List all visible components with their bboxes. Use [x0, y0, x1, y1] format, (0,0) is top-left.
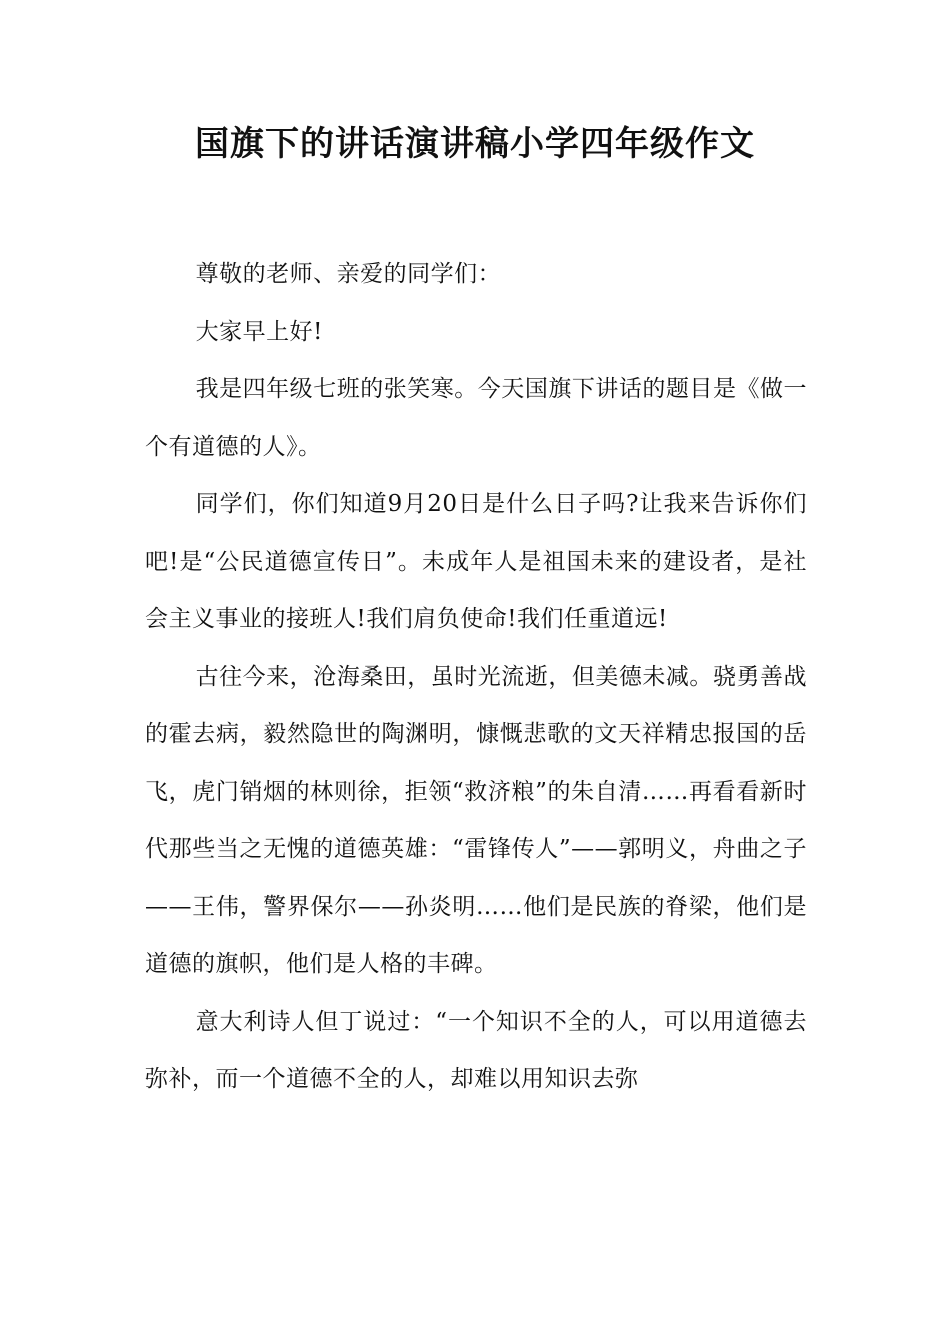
document-title: 国旗下的讲话演讲稿小学四年级作文 [195, 124, 755, 164]
paragraph-moral-day: 同学们，你们知道9月20日是什么日子吗?让我来告诉你们吧!是“公民道德宣传日”。未成年人是祖国未来的建设者，是社会主义事业的接班人!我们肩负使命!我们任重道远! [145, 491, 807, 632]
paragraph-moral-heroes: 古往今来，沧海桑田，虽时光流逝，但美德未减。骁勇善战的霍去病，毅然隐世的陶渊明，慷慨悲歌的文天祥精忠报国的岳飞，虎门销烟的林则徐，拒领“救济粮”的朱自清……再看看新时代那些当之无愧的道德英雄：“雷锋传人”——郭明义，舟曲之子——王伟，警界保尔——孙炎明……他们是民族的脊梁，他们是道德的旗帜，他们是人格的丰碑。 [145, 663, 807, 977]
paragraph-dante-quote: 意大利诗人但丁说过：“一个知识不全的人，可以用道德去弥补，而一个道德不全的人，却难以用知识去弥 [145, 1008, 807, 1092]
paragraph-greeting: 大家早上好! [195, 318, 323, 345]
document-body [145, 246, 807, 1109]
paragraph-salutation: 尊敬的老师、亲爱的同学们： [195, 261, 502, 287]
paragraph-introduction: 我是四年级七班的张笑寒。今天国旗下讲话的题目是《做一个有道德的人》。 [145, 376, 807, 460]
